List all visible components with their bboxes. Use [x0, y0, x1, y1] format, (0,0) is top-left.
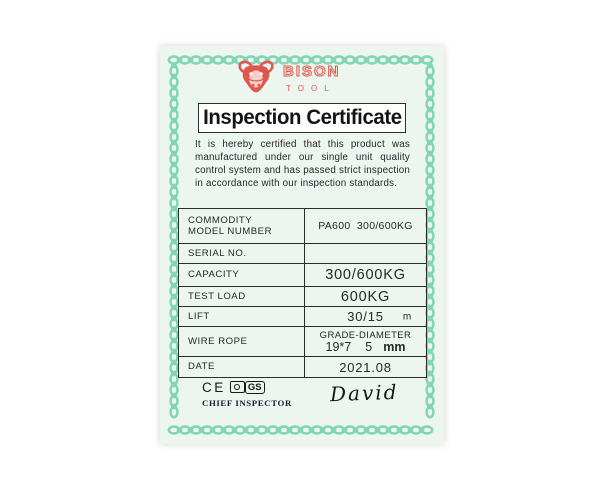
- certification-statement: It is hereby certified that this product was manufactured under our single unit quality control system and has passed strict inspection in accordance with our inspection standards.: [195, 139, 410, 189]
- test-load-label: TEST LOAD: [179, 287, 305, 307]
- serial-label: SERIAL NO.: [179, 244, 305, 264]
- certification-marks-block: [202, 379, 292, 408]
- certificate-paper: [160, 46, 444, 444]
- wire-rope-label: WIRE ROPE: [179, 327, 305, 357]
- certificate-footer: [202, 379, 420, 408]
- test-load-value: 600KG: [305, 287, 427, 307]
- boxed-circle-icon: [230, 381, 245, 393]
- bull-head-icon: [237, 59, 275, 97]
- table-row-lift: [179, 307, 427, 327]
- wire-rope-spec: 19*7: [325, 339, 352, 354]
- certificate-title: Inspection Certificate: [202, 106, 402, 129]
- lift-value: 30/15: [347, 309, 384, 324]
- chief-inspector-label: CHIEF INSPECTOR: [202, 398, 292, 408]
- wire-rope-value-cell: [305, 327, 427, 357]
- brand-logo: [160, 57, 444, 99]
- certification-marks-row: [202, 379, 292, 395]
- wire-rope-unit: mm: [383, 339, 406, 354]
- certificate-title-box: [198, 103, 406, 133]
- lift-unit: m: [402, 311, 412, 322]
- date-label: DATE: [179, 357, 305, 378]
- serial-value: [305, 244, 427, 264]
- lift-label: LIFT: [179, 307, 305, 327]
- commodity-label: COMMODITY MODEL NUMBER: [179, 209, 305, 244]
- spec-table: [178, 208, 427, 378]
- ce-mark-icon: CE: [202, 379, 226, 395]
- brand-wordmark: [281, 61, 367, 95]
- wire-rope-diameter: 5: [365, 339, 373, 354]
- commodity-value: PA600 300/600KG: [305, 209, 427, 244]
- date-value: 2021.08: [305, 357, 427, 378]
- wire-rope-grade-label: GRADE-DIAMETER: [319, 329, 412, 341]
- table-row-date: [179, 357, 427, 378]
- table-row-serial: [179, 244, 427, 264]
- gs-mark-text: GS: [247, 381, 262, 393]
- capacity-label: CAPACITY: [179, 264, 305, 287]
- table-row-commodity: [179, 209, 427, 244]
- wire-rope-spec-line: [305, 341, 426, 354]
- gs-mark-icon: [245, 381, 265, 394]
- brand-name-text: BISON: [283, 63, 341, 80]
- lift-value-cell: [305, 307, 427, 327]
- table-row-wire-rope: [179, 327, 427, 357]
- table-row-test-load: [179, 287, 427, 307]
- table-row-capacity: [179, 264, 427, 287]
- capacity-value: 300/600KG: [305, 264, 427, 287]
- inspector-signature: David: [329, 379, 399, 407]
- brand-sub-text: TOOL: [286, 84, 336, 93]
